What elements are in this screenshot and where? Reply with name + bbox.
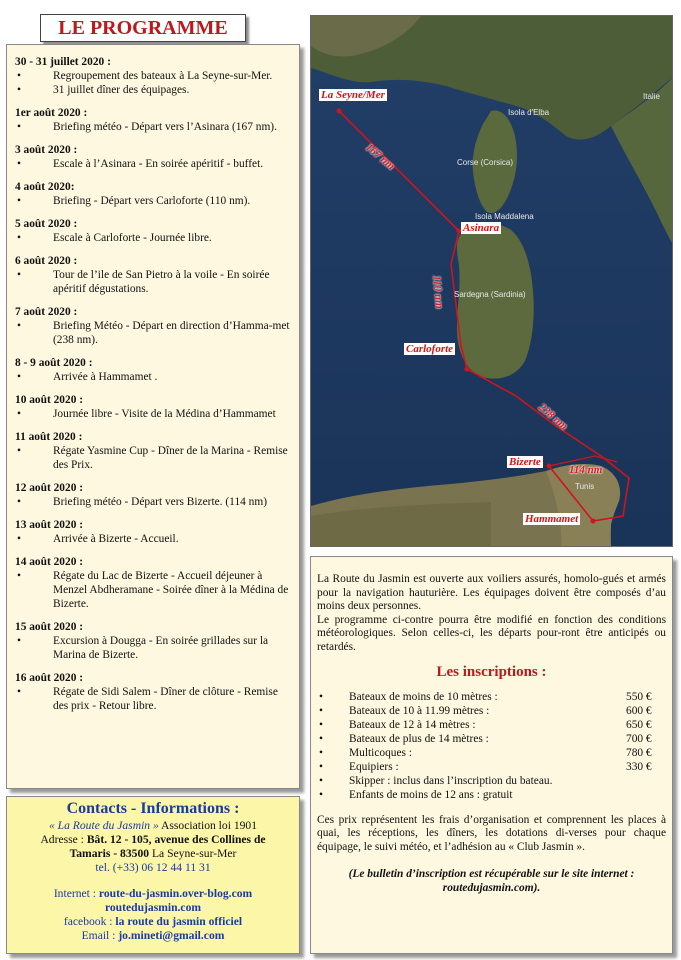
port-carloforte: Carloforte: [406, 343, 454, 355]
programme-day: [15, 518, 291, 546]
price-value: 650 €: [626, 718, 652, 731]
price-label: • Bateaux de 12 à 14 mètres :: [349, 718, 476, 731]
internet-label: Internet :: [53, 887, 99, 900]
facebook-link[interactable]: la route du jasmin officiel: [115, 915, 243, 928]
price-value: [626, 788, 666, 802]
price-label: • Equipiers :: [349, 760, 399, 773]
page-title: LE PROGRAMME: [40, 14, 246, 42]
price-label: • Bateaux de 10 à 11.99 mètres :: [349, 704, 490, 717]
info-intro: La Route du Jasmin est ouverte aux voiliers assurés, homolo-gués et armés pour la navigation hauturière. Les équipages doivent être composés d’au moins deux personnes.: [317, 573, 666, 612]
price-item: [317, 788, 666, 802]
price-value: 700 €: [626, 732, 652, 745]
price-item: [317, 704, 666, 718]
association-line: [7, 819, 299, 833]
place-sardegna: Sardegna (Sardinia): [454, 290, 526, 299]
programme-item: • 31 juillet dîner des équipages.: [15, 83, 291, 97]
place-elba: Isola d'Elba: [508, 108, 550, 117]
programme-day: [15, 217, 291, 245]
association-name: « La Route du Jasmin »: [48, 819, 159, 832]
programme-date: 30 - 31 juillet 2020 :: [15, 56, 111, 68]
programme-day: [15, 555, 291, 611]
programme-date: 16 août 2020 :: [15, 672, 84, 684]
internet-link-1[interactable]: route-du-jasmin.over-blog.com: [98, 887, 253, 900]
price-value: 780 €: [626, 746, 652, 759]
internet-line: [7, 887, 299, 901]
bulletin-note: (Le bulletin d’inscription est récupérable sur le site internet : routedujasmin.com).: [348, 868, 635, 894]
price-value: 330 €: [626, 760, 652, 773]
price-label: • Bateaux de plus de 14 mètres :: [349, 732, 489, 745]
programme-item: • Excursion à Dougga - En soirée grillades sur la Marina de Bizerte.: [15, 634, 291, 662]
distance-leg4: 114 nm: [569, 464, 603, 476]
price-value: 600 €: [626, 704, 652, 717]
contact-title: Contacts - Informations :: [66, 800, 240, 817]
place-italie: Italie: [643, 92, 660, 101]
programme-date: 1er août 2020 :: [15, 107, 88, 119]
email-line: [7, 929, 299, 943]
programme-date: 10 août 2020 :: [15, 394, 84, 406]
price-value: [626, 774, 666, 788]
address-district: Tamaris - 83500: [69, 847, 150, 860]
programme-date: 12 août 2020 :: [15, 482, 84, 494]
programme-item: • Tour de l’ile de San Pietro à la voile - En soirée apéritif dégustations.: [15, 268, 291, 296]
programme-date: 8 - 9 août 2020 :: [15, 357, 93, 369]
address-city: La Seyne-sur-Mer: [149, 847, 237, 860]
price-label: • Enfants de moins de 12 ans : gratuit: [349, 788, 513, 801]
programme-item: • Briefing - Départ vers Carloforte (110 nm).: [15, 194, 291, 208]
facebook-line: [7, 915, 299, 929]
programme-day: [15, 393, 291, 421]
programme-item: • Briefing météo - Départ vers Bizerte. (114 nm): [15, 495, 291, 509]
programme-date: 6 août 2020 :: [15, 255, 78, 267]
programme-date: 3 août 2020 :: [15, 144, 78, 156]
programme-item: • Escale à l’Asinara - En soirée apéritif - buffet.: [15, 157, 291, 171]
programme-date: 14 août 2020 :: [15, 556, 84, 568]
address-street: Bât. 12 - 105, avenue des Collines de: [86, 833, 266, 846]
place-tunis: Tunis: [575, 482, 595, 491]
programme-day: [15, 671, 291, 713]
address-line2: [7, 847, 299, 861]
programme-day: [15, 106, 291, 134]
programme-item: • Briefing météo - Départ vers l’Asinara (167 nm).: [15, 120, 291, 134]
price-item: [317, 732, 666, 746]
price-value: 550 €: [626, 690, 652, 703]
info-panel: [310, 556, 673, 954]
programme-item: • Régate de Sidi Salem - Dîner de clôture - Remise des prix - Retour libre.: [15, 685, 291, 713]
info-programme-note: Le programme ci-contre pourra être modifié en fonction des conditions météorologiques. Selon celles-ci, les départs pour-ront être anticipés ou retardés.: [317, 613, 666, 653]
contact-panel: [6, 796, 300, 954]
price-list: [317, 690, 666, 802]
programme-day: [15, 254, 291, 296]
programme-item: • Regroupement des bateaux à La Seyne-sur-Mer.: [15, 69, 291, 83]
email-label: Email :: [81, 929, 119, 942]
programme-day: [15, 143, 291, 171]
programme-day: [15, 430, 291, 472]
programme-date: 5 août 2020 :: [15, 218, 78, 230]
inscriptions-title: Les inscriptions :: [436, 664, 547, 680]
distance-leg1: 167 nm: [363, 141, 397, 173]
association-type: Association loi 1901: [158, 819, 258, 832]
address-label: Adresse :: [40, 833, 87, 846]
email-link[interactable]: jo.mineti@gmail.com: [118, 929, 225, 942]
route-map: [310, 15, 673, 547]
price-item: [317, 760, 666, 774]
phone-number[interactable]: tel. (+33) 06 12 44 11 31: [95, 861, 211, 874]
place-maddalena: Isola Maddalena: [475, 212, 534, 221]
price-label: • Multicoques :: [349, 746, 412, 759]
price-item: [317, 774, 666, 788]
programme-item: • Briefing Météo - Départ en direction d’Hamma-met (238 nm).: [15, 319, 291, 347]
programme-date: 15 août 2020 :: [15, 621, 84, 633]
price-label: • Skipper : inclus dans l’inscription du bateau.: [349, 774, 553, 787]
programme-day: [15, 305, 291, 347]
programme-item: • Arrivée à Bizerte - Accueil.: [15, 532, 291, 546]
programme-item: • Régate du Lac de Bizerte - Accueil déjeuner à Menzel Abdheramane - Soirée dîner à la Médina de Bizerte.: [15, 569, 291, 611]
programme-panel: [6, 44, 300, 789]
port-bizerte: Bizerte: [509, 456, 541, 468]
programme-day: [15, 55, 291, 97]
info-prices-note: Ces prix représentent les frais d’organisation et comprennent les places à quai, les réceptions, les dîners, les dotations di-verses pour chaque équipage, le suivi météo, et l’adhésion au « Club Jasmin ».: [317, 813, 666, 853]
price-item: [317, 718, 666, 732]
programme-item: • Escale à Carloforte - Journée libre.: [15, 231, 291, 245]
price-item: [317, 690, 666, 704]
port-hammamet: Hammamet: [525, 513, 579, 525]
port-asinara: Asinara: [463, 222, 500, 234]
internet-link-2[interactable]: routedujasmin.com: [104, 901, 202, 914]
price-item: [317, 746, 666, 760]
distance-leg2: 110 nm: [430, 274, 446, 310]
place-corse: Corse (Corsica): [457, 158, 514, 167]
price-label: • Bateaux de moins de 10 mètres :: [349, 690, 498, 703]
facebook-label: facebook :: [63, 915, 116, 928]
programme-day: [15, 356, 291, 384]
programme-day: [15, 481, 291, 509]
address-line1: [7, 833, 299, 847]
programme-item: • Journée libre - Visite de la Médina d’Hammamet: [15, 407, 291, 421]
programme-item: • Régate Yasmine Cup - Dîner de la Marina - Remise des Prix.: [15, 444, 291, 472]
programme-day: [15, 620, 291, 662]
programme-date: 13 août 2020 :: [15, 519, 84, 531]
programme-date: 7 août 2020 :: [15, 306, 78, 318]
programme-date: 11 août 2020 :: [15, 431, 83, 443]
programme-day: [15, 180, 291, 208]
programme-item: • Arrivée à Hammamet .: [15, 370, 291, 384]
distance-leg3: 238 nm: [536, 401, 570, 433]
port-la-seyne: La Seyne/Mer: [321, 89, 385, 101]
programme-date: 4 août 2020:: [15, 181, 75, 193]
